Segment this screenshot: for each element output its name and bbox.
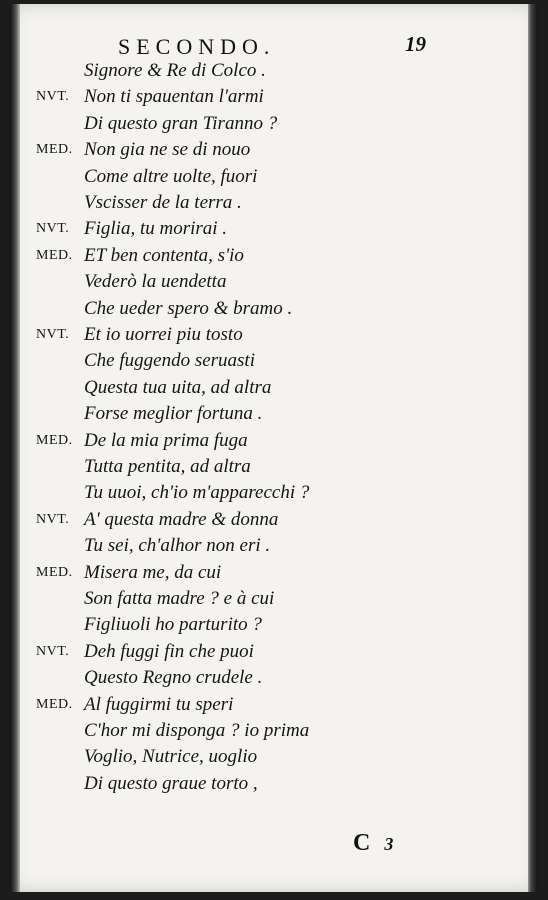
speaker-label: MED.: [36, 142, 73, 158]
speaker-label: NVT.: [36, 221, 70, 237]
verse-text: Voglio, Nutrice, uoglio: [84, 746, 258, 768]
verse-text: Questa tua uita, ad altra: [84, 376, 272, 398]
verse-text: Signore & Re di Colco .: [84, 60, 266, 81]
speaker-label: NVT.: [36, 327, 70, 342]
speaker-label: MED.: [36, 696, 73, 712]
page-left-edge: [10, 4, 20, 892]
verse-text: Deh fuggi fin che puoi: [84, 640, 254, 662]
verse-text: Non ti spauentan l'armi: [84, 86, 264, 108]
verse-text: Che ueder spero & bramo .: [84, 297, 293, 319]
speaker-label: NVT.: [36, 511, 70, 527]
verse-text: Et io uorrei piu tosto: [84, 324, 243, 345]
verse-text: Questo Regno crudele .: [84, 667, 263, 689]
speaker-label: NVT.: [36, 643, 70, 659]
verse-text: Figliuoli ho parturito ?: [84, 614, 262, 636]
verse-text: Figlia, tu morirai .: [84, 218, 228, 240]
signature-letter: C: [353, 830, 371, 856]
running-header: SECONDO.: [118, 34, 276, 59]
speaker-label: MED.: [36, 564, 73, 580]
verse-text: Forse meglior fortuna .: [84, 403, 263, 425]
verse-text: C'hor mi disponga ? io prima: [84, 720, 310, 741]
verse-text: De la mia prima fuga: [84, 429, 248, 451]
verse-text: A' questa madre & donna: [84, 508, 279, 530]
verse-text: Vscisser de la terra .: [84, 192, 242, 213]
verse-text: Al fuggirmi tu speri: [84, 693, 234, 715]
verse-text: Non gia ne se di nouo: [84, 139, 251, 161]
speaker-label: NVT.: [36, 89, 70, 105]
verse-text: Come altre uolte, fuori: [84, 165, 258, 187]
verse-text: Tutta pentita, ad altra: [84, 456, 251, 477]
speaker-label: MED.: [36, 247, 73, 263]
signature-number: 3: [384, 834, 394, 854]
signature-mark: [353, 830, 393, 857]
verse-text: Vederò la uendetta: [84, 271, 227, 293]
speaker-label: MED.: [36, 432, 73, 448]
verse-text: Tu uuoi, ch'io m'apparecchi ?: [84, 482, 310, 504]
verse-text: Che fuggendo seruasti: [84, 350, 255, 372]
verse-text: Di questo gran Tiranno ?: [84, 112, 278, 134]
verse-text: Di questo graue torto ,: [84, 772, 258, 794]
verse-text: ET ben contenta, s'io: [84, 244, 244, 266]
verse-text: Tu sei, ch'alhor non eri .: [84, 535, 271, 557]
verse-text: Son fatta madre ? e à cui: [84, 588, 275, 609]
verse-text: Misera me, da cui: [84, 561, 222, 583]
page-right-edge: [528, 4, 538, 892]
page-number: 19: [405, 32, 426, 56]
book-page: [10, 4, 538, 892]
